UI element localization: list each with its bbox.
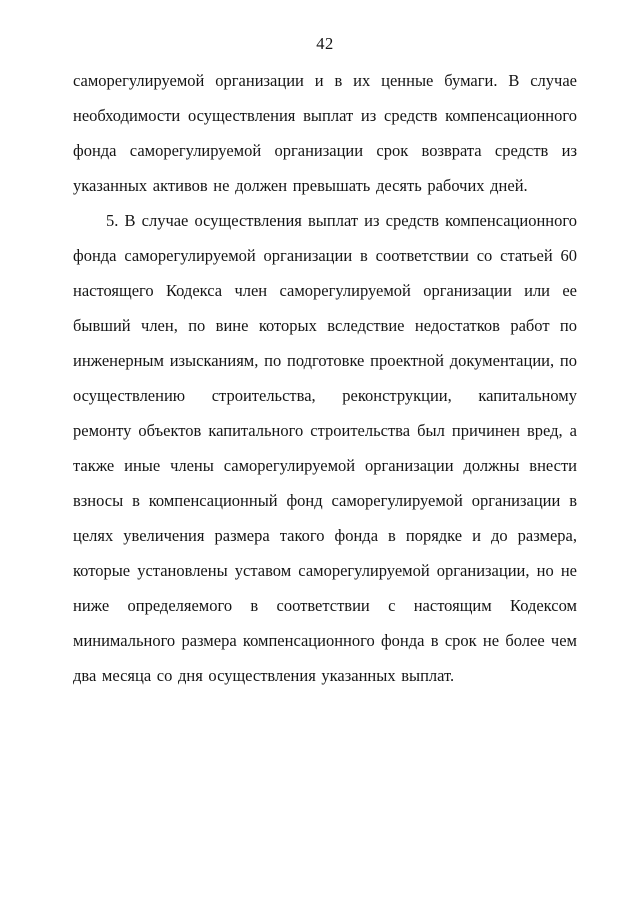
document-body: [73, 63, 577, 693]
paragraph-clause-5: 5. В случае осуществления выплат из средств компенсационного фонда саморегулируемой организации в соответствии со статьей 60 настоящего Кодекса член саморегулируемой организации или ее бывший член, по вине которых вследствие недостатков работ по инженерным изысканиям, по подготовке проектной документации, по осуществлению строительства, реконструкции, капитальному ремонту объектов капитального строительства был причинен вред, а также иные члены саморегулируемой организации должны внести взносы в компенсационный фонд саморегулируемой организации в целях увеличения размера такого фонда в порядке и до размера, которые установлены уставом саморегулируемой организации, но не ниже определяемого в соответствии с настоящим Кодексом минимального размера компенсационного фонда в срок не более чем два месяца со дня осуществления указанных выплат.: [73, 211, 577, 685]
page-number: 42: [316, 34, 334, 53]
paragraph-continuation: саморегулируемой организации и в их ценные бумаги. В случае необходимости осуществления выплат из средств компенсационного фонда саморегулируемой организации срок возврата средств из указанных активов не должен превышать десять рабочих дней.: [73, 71, 577, 195]
